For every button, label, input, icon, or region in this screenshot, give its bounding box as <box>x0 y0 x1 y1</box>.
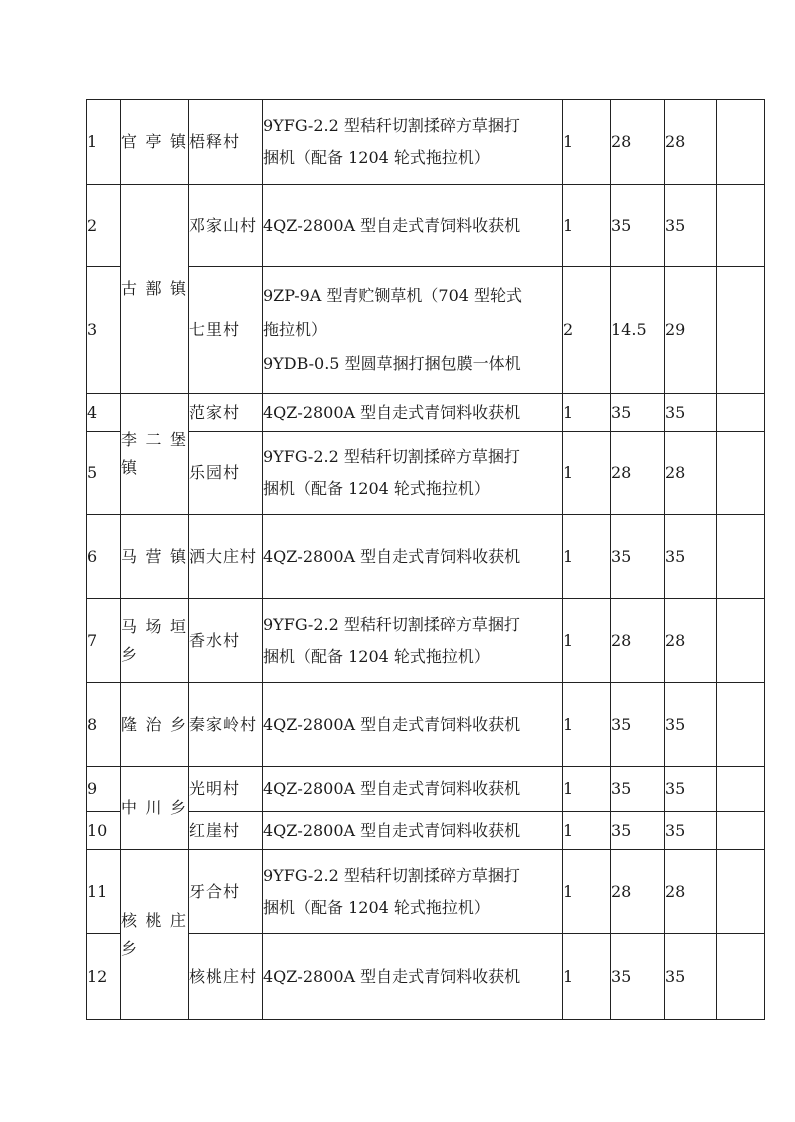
total-amount: 35 <box>665 812 717 850</box>
village-cell <box>189 767 263 812</box>
village-cell <box>189 432 263 515</box>
empty-cell <box>717 267 765 394</box>
machine-cell <box>263 812 563 850</box>
table-row <box>87 934 765 1020</box>
village-name: 范家村 <box>189 402 241 422</box>
village-cell <box>189 267 263 394</box>
town-cell <box>121 850 189 1020</box>
machine-cell <box>263 394 563 432</box>
town-name: 马营镇 <box>121 546 188 566</box>
quantity: 1 <box>563 850 611 934</box>
empty-cell <box>717 850 765 934</box>
machine-line: 4QZ-2800A 型自走式青饲料收获机 <box>263 714 521 734</box>
machine-line: 捆机（配备 1204 轮式拖拉机） <box>263 148 490 167</box>
village-cell <box>189 812 263 850</box>
unit-price: 28 <box>611 432 665 515</box>
row-number: 2 <box>87 185 121 267</box>
machine-line: 4QZ-2800A 型自走式青饲料收获机 <box>263 402 521 422</box>
town-name: 马场垣乡 <box>121 616 188 664</box>
town-name: 李二堡镇 <box>121 430 188 477</box>
total-amount: 35 <box>665 394 717 432</box>
village-cell <box>189 850 263 934</box>
total-amount: 35 <box>665 767 717 812</box>
village-name: 牙合村 <box>189 881 241 901</box>
row-number: 3 <box>87 267 121 394</box>
unit-price: 35 <box>611 934 665 1020</box>
table-row <box>87 683 765 767</box>
machine-line: 9ZP-9A 型青贮铡草机（704 型轮式 <box>263 286 523 305</box>
machine-line: 拖拉机） <box>263 320 328 339</box>
empty-cell <box>717 767 765 812</box>
unit-price: 28 <box>611 100 665 185</box>
town-cell <box>121 683 189 767</box>
unit-price: 14.5 <box>611 267 665 394</box>
table-row <box>87 267 765 394</box>
village-name: 梧释村 <box>189 132 241 151</box>
town-name: 中川乡 <box>121 798 188 817</box>
village-name: 乐园村 <box>189 463 241 482</box>
quantity: 1 <box>563 185 611 267</box>
machine-line: 4QZ-2800A 型自走式青饲料收获机 <box>263 820 521 840</box>
town-cell <box>121 515 189 599</box>
town-name: 官亭镇 <box>121 132 188 151</box>
unit-price: 35 <box>611 185 665 267</box>
empty-cell <box>717 812 765 850</box>
quantity: 1 <box>563 683 611 767</box>
village-cell <box>189 394 263 432</box>
machine-cell <box>263 934 563 1020</box>
village-cell <box>189 599 263 683</box>
town-cell <box>121 185 189 394</box>
empty-cell <box>717 185 765 267</box>
row-number: 10 <box>87 812 121 850</box>
quantity: 1 <box>563 394 611 432</box>
village-cell <box>189 683 263 767</box>
empty-cell <box>717 100 765 185</box>
machine-cell <box>263 850 563 934</box>
village-cell <box>189 185 263 267</box>
town-name: 核桃庄乡 <box>121 910 188 958</box>
row-number: 9 <box>87 767 121 812</box>
empty-cell <box>717 394 765 432</box>
machine-cell <box>263 599 563 683</box>
total-amount: 28 <box>665 100 717 185</box>
machine-line: 9YFG-2.2 型秸秆切割揉碎方草捆打 <box>263 865 520 885</box>
machine-line: 9YDB-0.5 型圆草捆打捆包膜一体机 <box>263 354 521 373</box>
machine-line: 9YFG-2.2 型秸秆切割揉碎方草捆打 <box>263 116 520 135</box>
quantity: 1 <box>563 515 611 599</box>
total-amount: 35 <box>665 683 717 767</box>
machine-line: 4QZ-2800A 型自走式青饲料收获机 <box>263 966 521 986</box>
total-amount: 28 <box>665 850 717 934</box>
total-amount: 29 <box>665 267 717 394</box>
row-number: 12 <box>87 934 121 1020</box>
town-cell <box>121 599 189 683</box>
total-amount: 28 <box>665 599 717 683</box>
empty-cell <box>717 934 765 1020</box>
unit-price: 28 <box>611 850 665 934</box>
table-row <box>87 394 765 432</box>
machine-cell <box>263 767 563 812</box>
row-number: 11 <box>87 850 121 934</box>
village-name: 红崖村 <box>189 820 241 840</box>
unit-price: 28 <box>611 599 665 683</box>
machine-cell <box>263 267 563 394</box>
total-amount: 35 <box>665 934 717 1020</box>
machine-line: 4QZ-2800A 型自走式青饲料收获机 <box>263 215 521 235</box>
village-cell <box>189 515 263 599</box>
unit-price: 35 <box>611 767 665 812</box>
machine-cell <box>263 515 563 599</box>
town-cell <box>121 100 189 185</box>
empty-cell <box>717 599 765 683</box>
equipment-table <box>86 99 765 1020</box>
table-row <box>87 812 765 850</box>
village-name: 光明村 <box>189 779 241 798</box>
row-number: 6 <box>87 515 121 599</box>
table-row <box>87 185 765 267</box>
quantity: 1 <box>563 100 611 185</box>
town-cell <box>121 394 189 515</box>
quantity: 1 <box>563 767 611 812</box>
unit-price: 35 <box>611 394 665 432</box>
empty-cell <box>717 683 765 767</box>
machine-line: 捆机（配备 1204 轮式拖拉机） <box>263 897 490 917</box>
total-amount: 28 <box>665 432 717 515</box>
village-name: 核桃庄村 <box>189 966 258 986</box>
village-cell <box>189 934 263 1020</box>
village-cell <box>189 100 263 185</box>
quantity: 1 <box>563 432 611 515</box>
quantity: 1 <box>563 812 611 850</box>
table-row <box>87 599 765 683</box>
row-number: 7 <box>87 599 121 683</box>
table-row <box>87 515 765 599</box>
machine-line: 捆机（配备 1204 轮式拖拉机） <box>263 479 490 498</box>
quantity: 1 <box>563 599 611 683</box>
machine-cell <box>263 432 563 515</box>
machine-line: 捆机（配备 1204 轮式拖拉机） <box>263 646 490 666</box>
table-row <box>87 100 765 185</box>
table-row <box>87 432 765 515</box>
empty-cell <box>717 432 765 515</box>
total-amount: 35 <box>665 185 717 267</box>
row-number: 8 <box>87 683 121 767</box>
machine-cell <box>263 185 563 267</box>
total-amount: 35 <box>665 515 717 599</box>
machine-line: 9YFG-2.2 型秸秆切割揉碎方草捆打 <box>263 614 520 634</box>
village-name: 香水村 <box>189 630 241 650</box>
unit-price: 35 <box>611 683 665 767</box>
unit-price: 35 <box>611 515 665 599</box>
empty-cell <box>717 515 765 599</box>
quantity: 1 <box>563 934 611 1020</box>
machine-line: 9YFG-2.2 型秸秆切割揉碎方草捆打 <box>263 447 520 466</box>
machine-cell <box>263 100 563 185</box>
row-number: 1 <box>87 100 121 185</box>
town-name: 古鄯镇 <box>121 279 188 298</box>
row-number: 5 <box>87 432 121 515</box>
table-row <box>87 767 765 812</box>
machine-line: 4QZ-2800A 型自走式青饲料收获机 <box>263 546 521 566</box>
quantity: 2 <box>563 267 611 394</box>
machine-line: 4QZ-2800A 型自走式青饲料收获机 <box>263 779 521 798</box>
village-name: 邓家山村 <box>189 215 258 235</box>
town-cell <box>121 767 189 850</box>
town-name: 隆治乡 <box>121 714 188 734</box>
row-number: 4 <box>87 394 121 432</box>
unit-price: 35 <box>611 812 665 850</box>
village-name: 秦家岭村 <box>189 714 258 734</box>
machine-cell <box>263 683 563 767</box>
table-row <box>87 850 765 934</box>
village-name: 七里村 <box>189 320 241 339</box>
village-name: 洒大庄村 <box>189 546 258 566</box>
